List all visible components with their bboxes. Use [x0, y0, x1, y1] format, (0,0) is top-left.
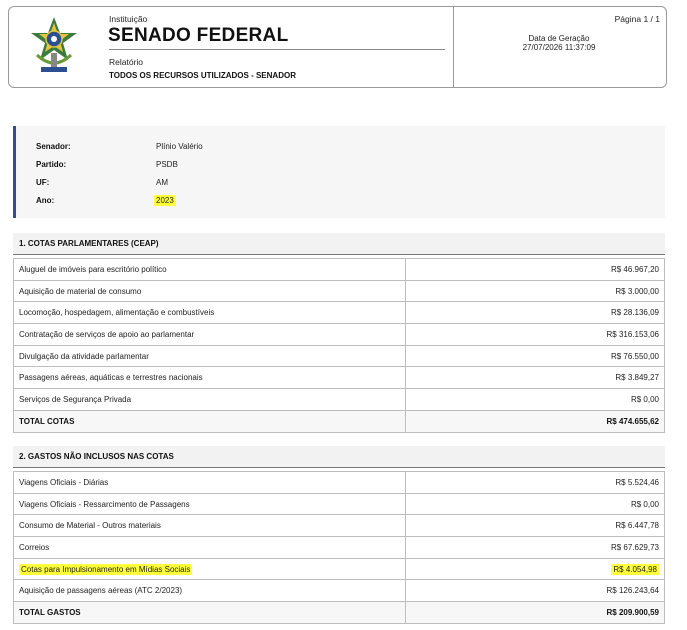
table-row: [14, 324, 665, 346]
senator-info-box: [13, 126, 665, 218]
info-label: Partido:: [36, 160, 67, 169]
uf-value: AM: [156, 178, 168, 187]
party-value: PSDB: [156, 160, 178, 169]
table-row: [14, 302, 665, 324]
generation-date-label: Data de Geração: [528, 34, 590, 43]
table-row: [14, 367, 665, 389]
expense-value: R$ 3.000,00: [406, 280, 665, 302]
section-heading-other-expenses: 2. GASTOS NÃO INCLUSOS NAS COTAS: [13, 446, 665, 468]
expense-description: Aluguel de imóveis para escritório político: [14, 259, 406, 281]
expense-description: Correios: [14, 537, 406, 559]
table-row: [14, 259, 665, 281]
expense-description: Viagens Oficiais - Ressarcimento de Passagens: [14, 493, 406, 515]
expense-value: R$ 6.447,78: [406, 515, 665, 537]
expense-description: Viagens Oficiais - Diárias: [14, 472, 406, 494]
expense-value: [406, 558, 665, 580]
year-highlight: 2023: [156, 196, 174, 205]
header-divider: [453, 7, 454, 88]
report-title: TODOS OS RECURSOS UTILIZADOS - SENADOR: [109, 71, 296, 80]
table-row: [14, 493, 665, 515]
table-row: [14, 389, 665, 411]
expense-value: R$ 0,00: [406, 493, 665, 515]
total-label: TOTAL GASTOS: [14, 602, 406, 624]
info-label: Senador:: [36, 142, 71, 151]
table-row: [14, 345, 665, 367]
total-row: [14, 410, 665, 432]
institution-name: SENADO FEDERAL: [108, 25, 289, 46]
expense-description: Locomoção, hospedagem, alimentação e combustíveis: [14, 302, 406, 324]
table-row: [14, 580, 665, 602]
senator-name: Plínio Valério: [156, 142, 203, 151]
expense-value: R$ 126.243,64: [406, 580, 665, 602]
info-label: UF:: [36, 178, 50, 187]
total-value: R$ 209.900,59: [406, 602, 665, 624]
expense-description: [14, 558, 406, 580]
expense-description: Serviços de Segurança Privada: [14, 389, 406, 411]
table-row: [14, 515, 665, 537]
table-row: [14, 537, 665, 559]
other-expenses-table: [13, 471, 665, 624]
highlighted-value: R$ 4.054,98: [613, 564, 657, 574]
expense-description: Divulgação da atividade parlamentar: [14, 345, 406, 367]
expense-value: R$ 3.849,27: [406, 367, 665, 389]
expense-value: R$ 67.629,73: [406, 537, 665, 559]
coat-of-arms-icon: [29, 15, 79, 77]
total-row: [14, 602, 665, 624]
expense-value: R$ 46.967,20: [406, 259, 665, 281]
expense-value: R$ 28.136,09: [406, 302, 665, 324]
institution-label: Instituição: [109, 14, 148, 24]
generation-date: 27/07/2026 11:37:09: [522, 43, 596, 52]
title-divider: [109, 49, 445, 50]
expense-description: Aquisição de material de consumo: [14, 280, 406, 302]
report-header: [8, 6, 667, 88]
expense-description: Passagens aéreas, aquáticas e terrestres nacionais: [14, 367, 406, 389]
expense-description: Contratação de serviços de apoio ao parlamentar: [14, 324, 406, 346]
expense-value: R$ 0,00: [406, 389, 665, 411]
total-value: R$ 474.655,62: [406, 410, 665, 432]
year-value: [154, 196, 176, 205]
info-label: Ano:: [36, 196, 55, 205]
page-info: Página 1 / 1: [614, 14, 660, 24]
expense-description: Consumo de Material - Outros materiais: [14, 515, 406, 537]
table-row: [14, 558, 665, 580]
expense-value: R$ 316.153,06: [406, 324, 665, 346]
expense-value: R$ 5.524,46: [406, 472, 665, 494]
table-row: [14, 280, 665, 302]
expense-description: Aquisição de passagens aéreas (ATC 2/2023): [14, 580, 406, 602]
table-row: [14, 472, 665, 494]
expense-value: R$ 76.550,00: [406, 345, 665, 367]
section-heading-ceap: 1. COTAS PARLAMENTARES (CEAP): [13, 233, 665, 255]
highlighted-description: Cotas para Impulsionamento em Mídias Sociais: [21, 564, 191, 574]
total-label: TOTAL COTAS: [14, 410, 406, 432]
report-label: Relatório: [109, 57, 144, 67]
ceap-table: [13, 258, 665, 433]
